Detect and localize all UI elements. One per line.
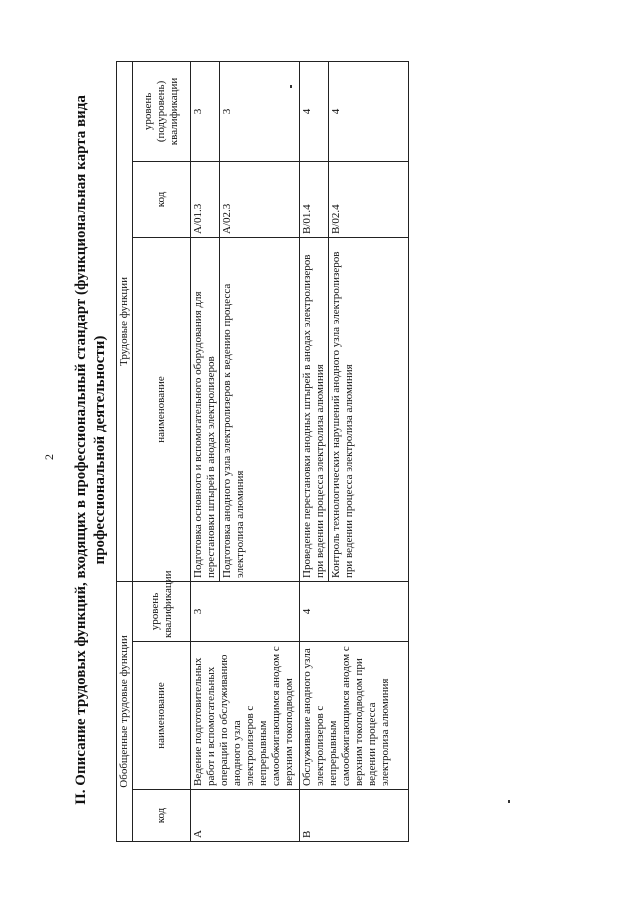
col-name-header: наименование bbox=[133, 642, 191, 790]
col-code-header: код bbox=[133, 790, 191, 842]
gen-code-cell: A bbox=[191, 790, 300, 842]
labor-functions-header: Трудовые функции bbox=[117, 61, 133, 581]
func-level-cell: 4 bbox=[300, 61, 329, 161]
table-row bbox=[300, 61, 329, 841]
func-level-cell: 4 bbox=[329, 61, 409, 161]
gen-level-cell: 4 bbox=[300, 581, 409, 641]
func-name-cell: Контроль технологических нарушений анодного узла электролизеров при ведении процесса электролиза алюминия bbox=[329, 237, 409, 581]
func-code-cell: B/01.4 bbox=[300, 161, 329, 237]
gen-name-cell: Обслуживание анодного узла электролизеров с непрерывным самообжигающимся анодом с верхним токоподводом при ведении процесса электролиза алюминия bbox=[300, 642, 409, 790]
col-func-code-header: код bbox=[133, 161, 191, 237]
scan-speck bbox=[290, 85, 292, 88]
func-code-cell: B/02.4 bbox=[329, 161, 409, 237]
func-name-cell: Подготовка анодного узла электролизеров к ведению процесса электролиза алюминия bbox=[220, 237, 300, 581]
section-heading bbox=[72, 90, 110, 810]
func-name-cell: Подготовка основного и вспомогательного оборудования для перестановки штырей в анодах электролизеров bbox=[191, 237, 220, 581]
table-row bbox=[191, 61, 220, 841]
func-level-cell: 3 bbox=[220, 61, 300, 161]
func-level-cell: 3 bbox=[191, 61, 220, 161]
col-func-level-header: уровень (подуровень) квалификации bbox=[133, 61, 191, 161]
generalized-functions-header: Обобщенные трудовые функции bbox=[117, 581, 133, 841]
gen-code-cell: B bbox=[300, 790, 409, 842]
gen-name-cell: Ведение подготовительных работ и вспомогательных операций по обслуживанию анодного узла электролизеров с непрерывным самообжигающимся анодом с верхним токоподводом bbox=[191, 642, 300, 790]
func-code-cell: A/02.3 bbox=[220, 161, 300, 237]
col-func-name-header: наименование bbox=[133, 237, 191, 581]
gen-level-cell: 3 bbox=[191, 581, 300, 641]
functional-map-table bbox=[116, 61, 409, 842]
page-number: 2 bbox=[42, 454, 56, 460]
func-code-cell: A/01.3 bbox=[191, 161, 220, 237]
heading-line-2: профессиональной деятельности) bbox=[92, 335, 108, 565]
func-name-cell: Проведение перестановки анодных штырей в анодах электролизеров при ведении процесса электролиза алюминия bbox=[300, 237, 329, 581]
col-level-header: уровень квалификации bbox=[133, 581, 191, 641]
scan-speck bbox=[508, 800, 510, 803]
group-header-row bbox=[117, 61, 133, 841]
heading-line-1: II. Описание трудовых функций, входящих в профессиональный стандарт (функциональная карта вида bbox=[73, 95, 89, 805]
column-header-row bbox=[133, 61, 191, 841]
